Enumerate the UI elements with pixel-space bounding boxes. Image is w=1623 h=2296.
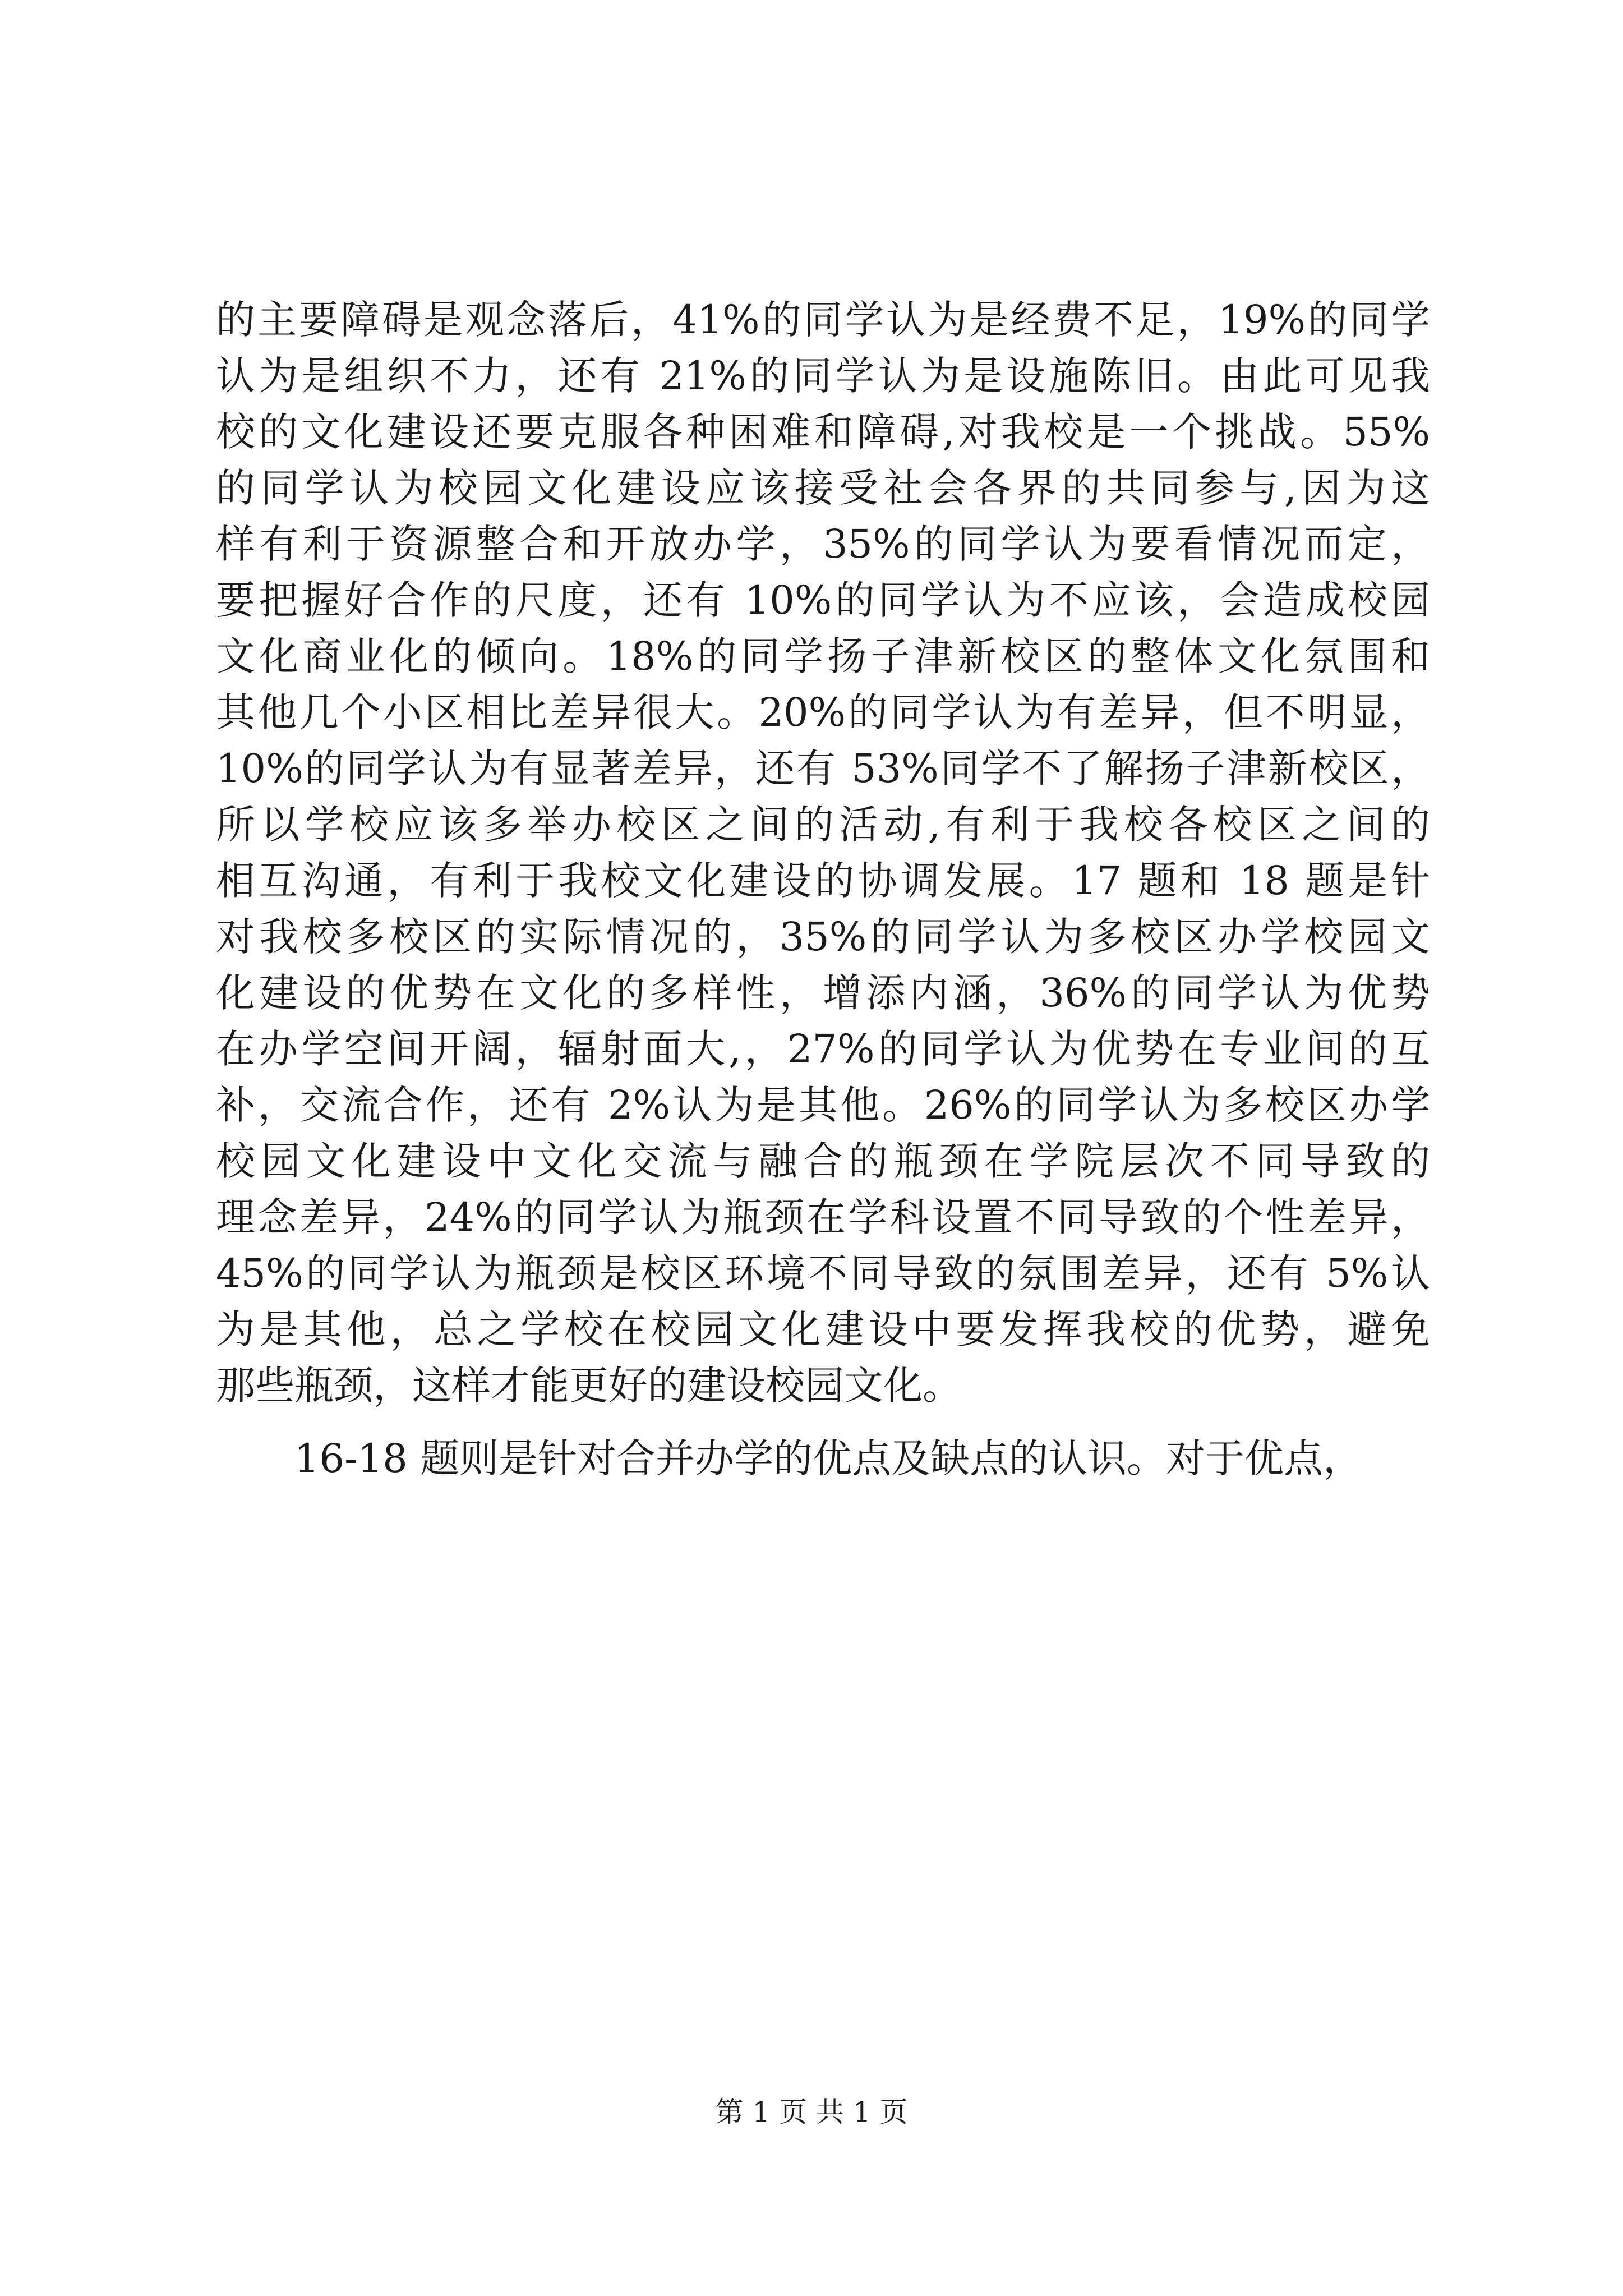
text-line: 相互沟通，有利于我校文化建设的协调发展。17 题和 18 题是针 xyxy=(216,858,1430,904)
text-line: 在办学空间开阔，辐射面大,，27%的同学认为优势在专业间的互 xyxy=(216,1026,1430,1072)
text-line: 所以学校应该多举办校区之间的活动,有利于我校各校区之间的 xyxy=(216,802,1430,848)
text-line: 的主要障碍是观念落后，41%的同学认为是经费不足，19%的同学 xyxy=(216,297,1430,343)
text-line: 理念差异，24%的同学认为瓶颈在学科设置不同导致的个性差异， xyxy=(216,1194,1430,1240)
page-footer xyxy=(0,2090,1623,2130)
paragraph-spacer xyxy=(216,1414,1430,1430)
text-line: 的同学认为校园文化建设应该接受社会各界的共同参与,因为这 xyxy=(216,465,1430,511)
paragraph-2 xyxy=(216,1430,1430,1487)
text-line: 16-18 题则是针对合并办学的优点及缺点的认识。对于优点， xyxy=(294,1435,1363,1481)
text-line: 化建设的优势在文化的多样性，增添内涵，36%的同学认为优势 xyxy=(216,970,1430,1016)
text-line: 为是其他，总之学校在校园文化建设中要发挥我校的优势，避免 xyxy=(216,1306,1430,1352)
text-line: 要把握好合作的尺度，还有 10%的同学认为不应该，会造成校园 xyxy=(216,577,1430,623)
page-number-label: 第 1 页 共 1 页 xyxy=(715,2096,908,2128)
text-line: 校的文化建设还要克服各种困难和障碍,对我校是一个挑战。55% xyxy=(216,409,1430,455)
text-line: 其他几个小区相比差异很大。20%的同学认为有差异，但不明显， xyxy=(216,689,1430,735)
text-line: 45%的同学认为瓶颈是校区环境不同导致的氛围差异，还有 5%认 xyxy=(216,1250,1430,1296)
paragraph-1 xyxy=(216,292,1430,1414)
text-line: 文化商业化的倾向。18%的同学扬子津新校区的整体文化氛围和 xyxy=(216,633,1430,679)
text-line: 10%的同学认为有显著差异，还有 53%同学不了解扬子津新校区， xyxy=(216,746,1430,792)
text-line: 对我校多校区的实际情况的，35%的同学认为多校区办学校园文 xyxy=(216,914,1430,960)
text-line: 样有利于资源整合和开放办学，35%的同学认为要看情况而定， xyxy=(216,521,1430,567)
body-text xyxy=(216,292,1430,1487)
text-line: 认为是组织不力，还有 21%的同学认为是设施陈旧。由此可见我 xyxy=(216,353,1430,399)
text-line: 那些瓶颈，这样才能更好的建设校园文化。 xyxy=(216,1363,962,1409)
text-line: 校园文化建设中文化交流与融合的瓶颈在学院层次不同导致的 xyxy=(216,1138,1430,1184)
text-line: 补，交流合作，还有 2%认为是其他。26%的同学认为多校区办学 xyxy=(216,1082,1430,1128)
